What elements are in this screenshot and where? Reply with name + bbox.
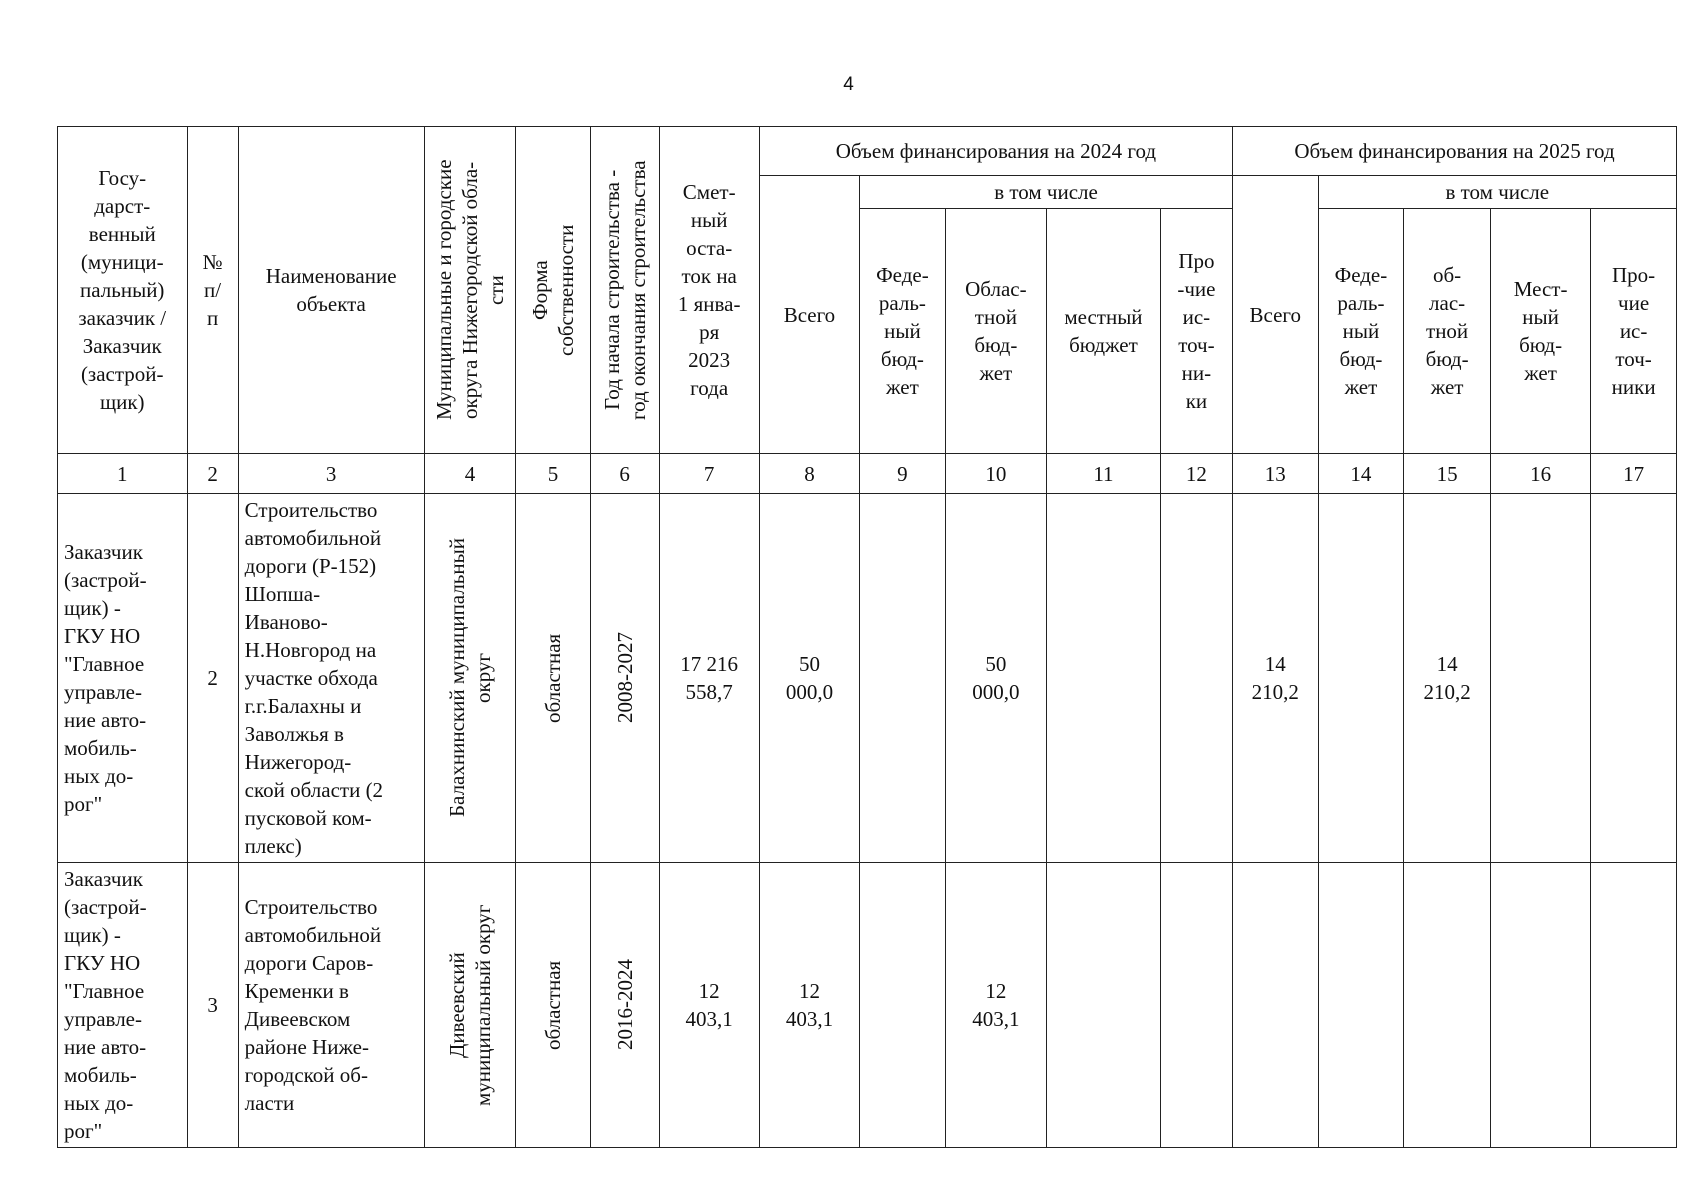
header-including-2025: в том числе	[1318, 176, 1676, 209]
column-number: 17	[1591, 454, 1677, 494]
row-ownership: областная	[516, 863, 590, 1148]
column-number: 10	[945, 454, 1046, 494]
row-other-2024	[1160, 494, 1232, 863]
header-including-2024: в том числе	[860, 176, 1233, 209]
header-regional-2025: об- лас- тной бюд- жет	[1404, 209, 1491, 454]
row-number: 3	[187, 863, 238, 1148]
header-total-2024: Всего	[759, 176, 859, 454]
header-row-1	[58, 127, 1677, 176]
row-years: 2008-2027	[590, 494, 659, 863]
row-ownership: областная	[516, 494, 590, 863]
row-local-2024	[1047, 863, 1161, 1148]
row-federal-2025	[1318, 494, 1404, 863]
row-object-name: Строительство автомобильной дороги Саров- Кременки в Дивеевском районе Ниже- городской об- ласти	[238, 863, 424, 1148]
column-number: 6	[590, 454, 659, 494]
header-regional-2024: Облас- тной бюд- жет	[945, 209, 1046, 454]
page-number: 4	[843, 74, 854, 95]
row-estimate: 12 403,1	[659, 863, 759, 1148]
row-regional-2024: 12 403,1	[945, 863, 1046, 1148]
row-local-2024	[1047, 494, 1161, 863]
row-estimate: 17 216 558,7	[659, 494, 759, 863]
column-number: 1	[58, 454, 188, 494]
header-estimate: Смет- ный оста- ток на 1 янва- ря 2023 года	[659, 127, 759, 454]
row-other-2024	[1160, 863, 1232, 1148]
column-number: 8	[759, 454, 859, 494]
column-number: 7	[659, 454, 759, 494]
row-district: Балахнинский муниципальный округ	[424, 494, 516, 863]
row-object-name: Строительство автомобильной дороги (Р-152) Шопша- Иваново- Н.Новгород на участке обхода г.г.Балахны и Заволжья в Нижегород- ской области (2 пусковой ком- плекс)	[238, 494, 424, 863]
column-number: 16	[1490, 454, 1590, 494]
table-row	[58, 494, 1677, 863]
header-federal-2024: Феде- раль- ный бюд- жет	[860, 209, 946, 454]
row-total-2024: 12 403,1	[759, 863, 859, 1148]
header-other-2025: Про- чие ис- точ- ники	[1591, 209, 1677, 454]
row-customer: Заказчик (застрой- щик) - ГКУ НО "Главное управле- ние авто- мобиль- ных до- рог"	[58, 863, 188, 1148]
row-regional-2025	[1404, 863, 1491, 1148]
header-other-2024: Про -чие ис- точ- ни- ки	[1160, 209, 1232, 454]
column-number: 11	[1047, 454, 1161, 494]
column-number: 14	[1318, 454, 1404, 494]
column-number: 13	[1232, 454, 1318, 494]
header-local-2025: Мест- ный бюд- жет	[1490, 209, 1590, 454]
header-number: № п/ п	[187, 127, 238, 454]
row-federal-2024	[860, 494, 946, 863]
row-total-2024: 50 000,0	[759, 494, 859, 863]
column-number: 15	[1404, 454, 1491, 494]
header-federal-2025: Феде- раль- ный бюд- жет	[1318, 209, 1404, 454]
row-number: 2	[187, 494, 238, 863]
header-ownership: Форма собственности	[516, 127, 590, 454]
row-local-2025	[1490, 863, 1590, 1148]
column-number: 12	[1160, 454, 1232, 494]
column-number: 4	[424, 454, 516, 494]
header-funding-2025: Объем финансирования на 2025 год	[1232, 127, 1676, 176]
column-number-row	[58, 454, 1677, 494]
column-number: 3	[238, 454, 424, 494]
row-regional-2024: 50 000,0	[945, 494, 1046, 863]
construction-funding-table	[57, 126, 1677, 1148]
row-district: Дивеевский муниципальный округ	[424, 863, 516, 1148]
row-federal-2025	[1318, 863, 1404, 1148]
row-other-2025	[1591, 494, 1677, 863]
column-number: 5	[516, 454, 590, 494]
row-other-2025	[1591, 863, 1677, 1148]
row-regional-2025: 14 210,2	[1404, 494, 1491, 863]
row-local-2025	[1490, 494, 1590, 863]
header-years: Год начала строительства - год окончания строительства	[590, 127, 659, 454]
row-years: 2016-2024	[590, 863, 659, 1148]
column-number: 2	[187, 454, 238, 494]
header-object-name: Наименование объекта	[238, 127, 424, 454]
header-total-2025: Всего	[1232, 176, 1318, 454]
header-district: Муниципальные и городские округа Нижегородской обла- сти	[424, 127, 516, 454]
header-customer: Госу- дарст- венный (муници- пальный) заказчик / Заказчик (застрой- щик)	[58, 127, 188, 454]
column-number: 9	[860, 454, 946, 494]
row-total-2025	[1232, 863, 1318, 1148]
header-funding-2024: Объем финансирования на 2024 год	[759, 127, 1232, 176]
table-row	[58, 863, 1677, 1148]
row-total-2025: 14 210,2	[1232, 494, 1318, 863]
row-customer: Заказчик (застрой- щик) - ГКУ НО "Главное управле- ние авто- мобиль- ных до- рог"	[58, 494, 188, 863]
header-local-2024: местный бюджет	[1047, 209, 1161, 454]
row-federal-2024	[860, 863, 946, 1148]
